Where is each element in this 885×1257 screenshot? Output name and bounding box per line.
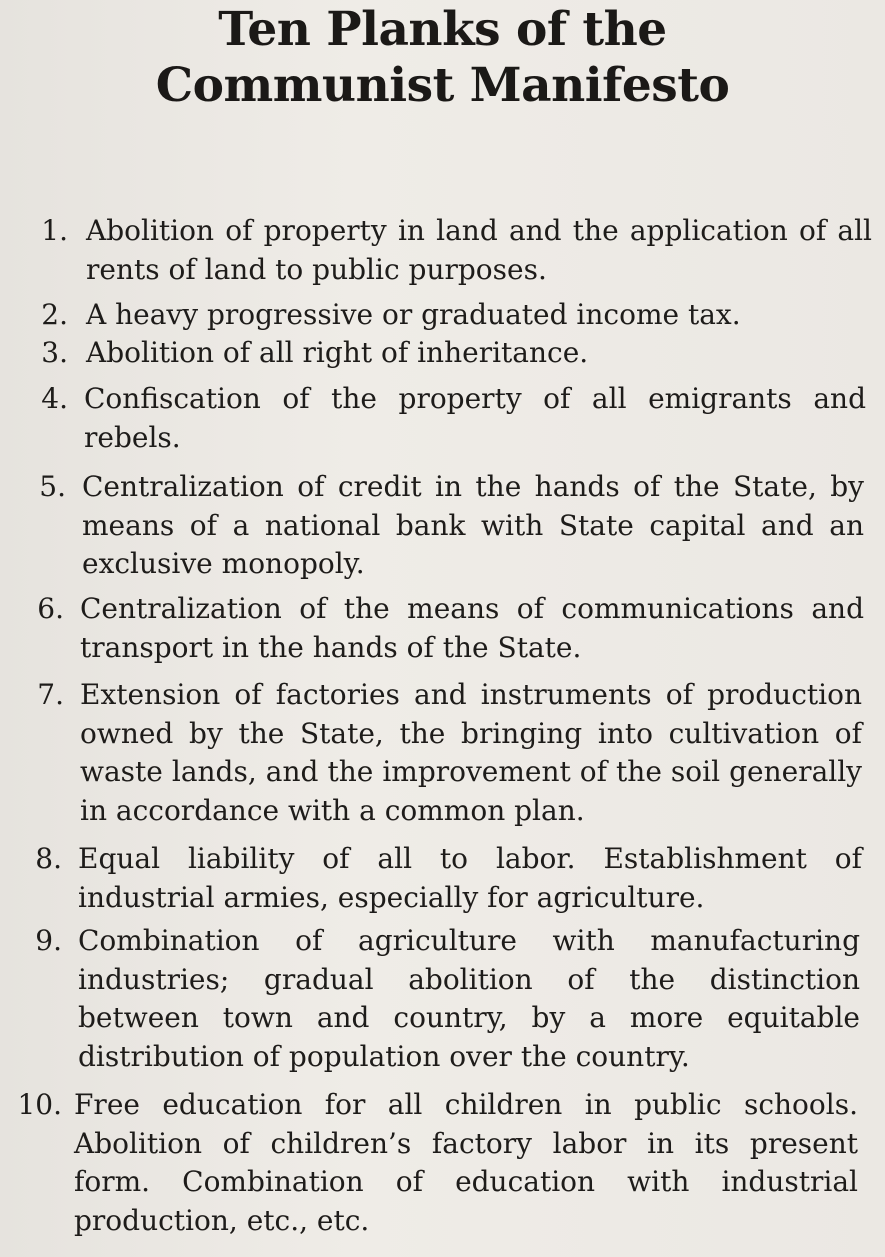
plank-number: 1. <box>41 214 68 247</box>
plank-number: 4. <box>41 382 68 415</box>
plank-number: 5. <box>39 470 66 503</box>
plank-number: 7. <box>37 678 64 711</box>
plank-text: Equal liability of all to labor. Establishment of industrial armies, especially for agriculture. <box>78 842 862 914</box>
plank-text: Abolition of property in land and the application of all rents of land to public purposes. <box>86 214 872 286</box>
plank-text: Free education for all children in public schools. Abolition of children’s factory labor in its present form. Combination of education with industrial production, etc., etc. <box>74 1088 858 1237</box>
plank-text: Centralization of the means of communications and transport in the hands of the State. <box>80 592 864 664</box>
plank-text: Confiscation of the property of all emigrants and rebels. <box>84 382 866 454</box>
plank-number: 10. <box>17 1088 62 1121</box>
plank-text: Centralization of credit in the hands of the State, by means of a national bank with State capital and an exclusive monopoly. <box>82 470 864 581</box>
title-line-2: Communist Manifesto <box>155 58 730 113</box>
plank-text: Abolition of all right of inheritance. <box>86 336 589 369</box>
plank-number: 3. <box>41 336 68 369</box>
plank-text: A heavy progressive or graduated income tax. <box>86 298 741 331</box>
plank-number: 9. <box>35 924 62 957</box>
plank-number: 8. <box>35 842 62 875</box>
page-title <box>0 2 885 114</box>
plank-text: Extension of factories and instruments of production owned by the State, the bringing into cultivation of waste lands, and the improvement of the soil generally in accordance with a common plan. <box>80 678 862 827</box>
plank-number: 2. <box>41 298 68 331</box>
plank-number: 6. <box>37 592 64 625</box>
plank-text: Combination of agriculture with manufacturing industries; gradual abolition of the distinction between town and country, by a more equitable distribution of population over the country. <box>78 924 860 1073</box>
title-line-1: Ten Planks of the <box>218 2 667 57</box>
